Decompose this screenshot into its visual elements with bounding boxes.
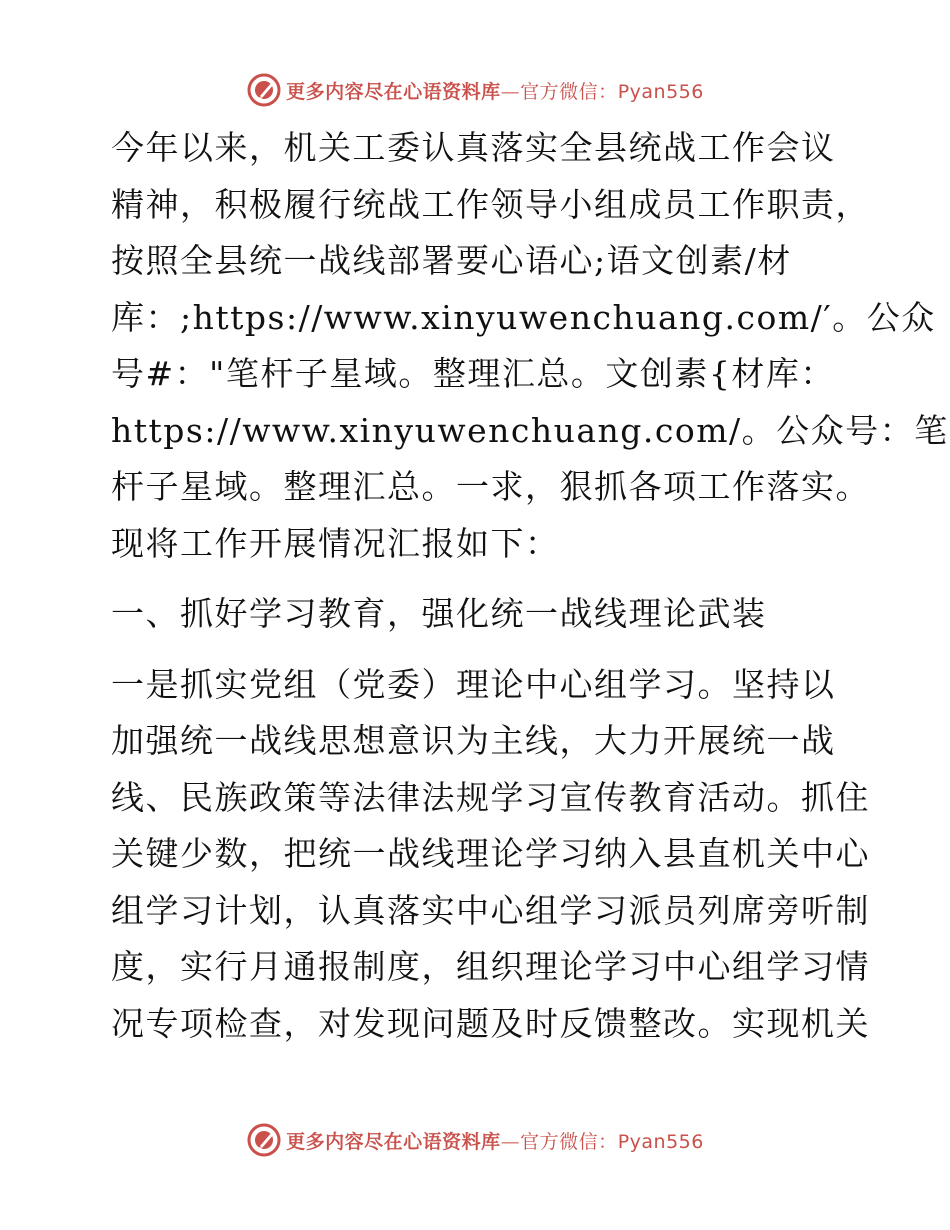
text-line: 按照全县统一战线部署要心语心;语文创素/材 [111, 241, 792, 280]
banner-account: Pyan556 [617, 1130, 704, 1153]
brand-logo-icon [246, 72, 282, 108]
text-line: 今年以来，机关工委认真落实全县统战工作会议 [111, 128, 836, 167]
brand-logo-icon [246, 1122, 282, 1158]
body-paragraph [97, 657, 870, 1053]
heading-line: 一、抓好学习教育，强化统一战线理论武装 [111, 594, 767, 633]
section-heading [97, 586, 857, 643]
text-line: https://www.xinyuwenchuang.com/。公众号：笔 [111, 410, 949, 450]
banner-official-label: 官方微信： [520, 1130, 618, 1153]
footer-watermark-banner [0, 1120, 950, 1160]
text-line: 库：;https://www.xinyuwenchuang.com/′。公众 [111, 297, 936, 337]
banner-brand: 更多内容尽在心语资料库 [286, 80, 501, 103]
text-line: 加强统一战线思想意识为主线，大力开展统一战 [111, 721, 836, 760]
text-line: 精神，积极履行统战工作领导小组成员工作职责， [111, 184, 870, 224]
banner-dash: — [500, 1130, 521, 1153]
header-watermark-banner [0, 70, 950, 110]
banner-official-label: 官方微信： [520, 80, 618, 103]
banner-account: Pyan556 [617, 80, 704, 103]
text-line: 现将工作开展情况汇报如下： [111, 523, 560, 563]
intro-paragraph [97, 120, 949, 572]
document-body [97, 120, 949, 1052]
text-line: 关键少数，把统一战线理论学习纳入县直机关中心 [111, 834, 870, 873]
text-line: 况专项检查，对发现问题及时反馈整改。实现机关 [111, 1003, 870, 1043]
text-line: 一是抓实党组（党委）理论中心组学习。坚持以 [111, 664, 836, 704]
banner-text [286, 1127, 704, 1154]
text-line: 杆子星域。整理汇总。一求，狠抓各项工作落实。 [111, 467, 870, 506]
text-line: 号#："笔杆子星域。整理汇总。文创素{材库： [111, 354, 835, 393]
banner-brand: 更多内容尽在心语资料库 [286, 1130, 501, 1153]
banner-text [286, 77, 704, 104]
text-line: 组学习计划，认真落实中心组学习派员列席旁听制 [111, 890, 870, 930]
text-line: 线、民族政策等法律法规学习宣传教育活动。抓住 [111, 777, 870, 817]
text-line: 度，实行月通报制度，组织理论学习中心组学习情 [111, 947, 870, 986]
banner-dash: — [500, 80, 521, 103]
